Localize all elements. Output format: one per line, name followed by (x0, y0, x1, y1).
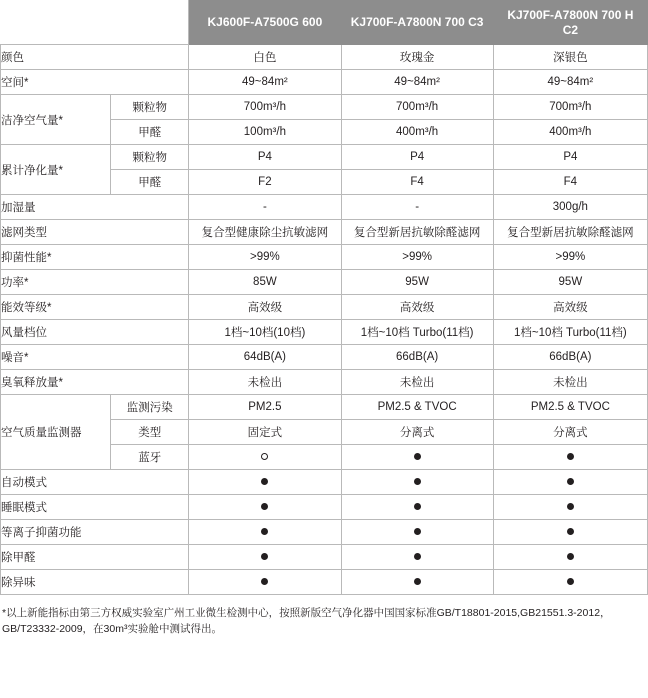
feature-supported-dot (493, 470, 647, 495)
cell-value: 未检出 (341, 370, 493, 395)
table-row (1, 495, 648, 520)
cell-value: 1档~10档 Turbo(11档) (341, 320, 493, 345)
filled-dot-icon (567, 453, 574, 460)
filled-dot-icon (414, 578, 421, 585)
cell-value: 49~84m² (189, 70, 341, 95)
feature-supported-dot (341, 470, 493, 495)
feature-supported-dot (341, 445, 493, 470)
row-label: 空间* (1, 70, 189, 95)
table-row (1, 220, 648, 245)
cell-value: 高效级 (189, 295, 341, 320)
cell-value: 85W (189, 270, 341, 295)
cell-value: >99% (341, 245, 493, 270)
cell-value: 1档~10档(10档) (189, 320, 341, 345)
cell-value: - (189, 195, 341, 220)
filled-dot-icon (567, 578, 574, 585)
cell-value: 复合型新居抗敏除醛滤网 (341, 220, 493, 245)
cell-value: 300g/h (493, 195, 647, 220)
filled-dot-icon (414, 553, 421, 560)
row-label: 洁净空气量* (1, 95, 111, 145)
row-label: 颜色 (1, 45, 189, 70)
feature-supported-dot (341, 520, 493, 545)
row-label: 睡眠模式 (1, 495, 189, 520)
row-label: 空气质量监测器 (1, 395, 111, 470)
cell-value: PM2.5 & TVOC (341, 395, 493, 420)
row-label: 除异味 (1, 570, 189, 595)
feature-optional-circle (189, 445, 341, 470)
table-footnote: *以上新能指标由第三方权威实验室广州工业微生检测中心，按照新版空气净化器中国国家标准GB/T18801-2015,GB21551.3-2012，GB/T23332-2009，在30m³实验舱中测试得出。 (2, 607, 611, 636)
cell-value: 白色 (189, 45, 341, 70)
table-row (1, 295, 648, 320)
feature-supported-dot (493, 545, 647, 570)
row-label: 等离子抑菌功能 (1, 520, 189, 545)
filled-dot-icon (414, 453, 421, 460)
cell-value: F2 (189, 170, 341, 195)
cell-value: 复合型新居抗敏除醛滤网 (493, 220, 647, 245)
cell-value: PM2.5 (189, 395, 341, 420)
filled-dot-icon (414, 503, 421, 510)
table-row (1, 570, 648, 595)
feature-supported-dot (493, 445, 647, 470)
feature-supported-dot (493, 570, 647, 595)
table-row (1, 545, 648, 570)
cell-value: 66dB(A) (341, 345, 493, 370)
row-label: 累计净化量* (1, 145, 111, 195)
table-row (1, 45, 648, 70)
table-row (1, 95, 648, 120)
row-label: 风量档位 (1, 320, 189, 345)
filled-dot-icon (261, 503, 268, 510)
filled-dot-icon (414, 528, 421, 535)
row-sublabel: 甲醛 (111, 120, 189, 145)
cell-value: 700m³/h (341, 95, 493, 120)
table-row (1, 145, 648, 170)
table-header (1, 1, 648, 45)
cell-value: - (341, 195, 493, 220)
cell-value: 分离式 (493, 420, 647, 445)
table-row (1, 370, 648, 395)
table-corner-cell (1, 1, 189, 45)
filled-dot-icon (414, 478, 421, 485)
cell-value: P4 (493, 145, 647, 170)
row-label: 加湿量 (1, 195, 189, 220)
feature-supported-dot (341, 545, 493, 570)
row-sublabel: 颗粒物 (111, 145, 189, 170)
cell-value: 高效级 (341, 295, 493, 320)
feature-supported-dot (493, 520, 647, 545)
cell-value: 49~84m² (493, 70, 647, 95)
cell-value: 玫瑰金 (341, 45, 493, 70)
cell-value: PM2.5 & TVOC (493, 395, 647, 420)
cell-value: 66dB(A) (493, 345, 647, 370)
cell-value: 复合型健康除尘抗敏滤网 (189, 220, 341, 245)
filled-dot-icon (261, 578, 268, 585)
feature-supported-dot (189, 570, 341, 595)
feature-supported-dot (341, 570, 493, 595)
filled-dot-icon (567, 553, 574, 560)
row-sublabel: 蓝牙 (111, 445, 189, 470)
table-row (1, 320, 648, 345)
table-row (1, 245, 648, 270)
table-row (1, 345, 648, 370)
row-sublabel: 甲醛 (111, 170, 189, 195)
cell-value: P4 (189, 145, 341, 170)
model-header-3: KJ700F-A7800N 700 H C2 (493, 1, 647, 45)
cell-value: 1档~10档 Turbo(11档) (493, 320, 647, 345)
filled-dot-icon (567, 503, 574, 510)
cell-value: 深银色 (493, 45, 647, 70)
cell-value: >99% (493, 245, 647, 270)
row-label: 能效等级* (1, 295, 189, 320)
cell-value: 400m³/h (493, 120, 647, 145)
cell-value: 700m³/h (493, 95, 647, 120)
table-row (1, 395, 648, 420)
cell-value: 高效级 (493, 295, 647, 320)
model-header-1: KJ600F-A7500G 600 (189, 1, 341, 45)
feature-supported-dot (189, 520, 341, 545)
cell-value: 700m³/h (189, 95, 341, 120)
table-row (1, 470, 648, 495)
cell-value: 未检出 (189, 370, 341, 395)
filled-dot-icon (261, 553, 268, 560)
row-label: 噪音* (1, 345, 189, 370)
table-header-row (1, 1, 648, 45)
table-body (1, 45, 648, 595)
filled-dot-icon (261, 478, 268, 485)
feature-supported-dot (189, 495, 341, 520)
cell-value: F4 (341, 170, 493, 195)
filled-dot-icon (567, 478, 574, 485)
row-label: 抑菌性能* (1, 245, 189, 270)
cell-value: 固定式 (189, 420, 341, 445)
cell-value: 分离式 (341, 420, 493, 445)
row-label: 臭氧释放量* (1, 370, 189, 395)
model-header-2: KJ700F-A7800N 700 C3 (341, 1, 493, 45)
row-sublabel: 颗粒物 (111, 95, 189, 120)
cell-value: >99% (189, 245, 341, 270)
cell-value: F4 (493, 170, 647, 195)
feature-supported-dot (341, 495, 493, 520)
row-label: 除甲醛 (1, 545, 189, 570)
table-row (1, 70, 648, 95)
row-label: 滤网类型 (1, 220, 189, 245)
table-row (1, 270, 648, 295)
filled-dot-icon (567, 528, 574, 535)
cell-value: P4 (341, 145, 493, 170)
cell-value: 95W (493, 270, 647, 295)
row-label: 功率* (1, 270, 189, 295)
row-label: 自动模式 (1, 470, 189, 495)
cell-value: 49~84m² (341, 70, 493, 95)
cell-value: 未检出 (493, 370, 647, 395)
feature-supported-dot (189, 470, 341, 495)
cell-value: 100m³/h (189, 120, 341, 145)
row-sublabel: 类型 (111, 420, 189, 445)
cell-value: 64dB(A) (189, 345, 341, 370)
cell-value: 95W (341, 270, 493, 295)
cell-value: 400m³/h (341, 120, 493, 145)
row-sublabel: 监测污染 (111, 395, 189, 420)
hollow-circle-icon (261, 453, 268, 460)
filled-dot-icon (261, 528, 268, 535)
table-row (1, 195, 648, 220)
table-row (1, 520, 648, 545)
feature-supported-dot (493, 495, 647, 520)
feature-supported-dot (189, 545, 341, 570)
